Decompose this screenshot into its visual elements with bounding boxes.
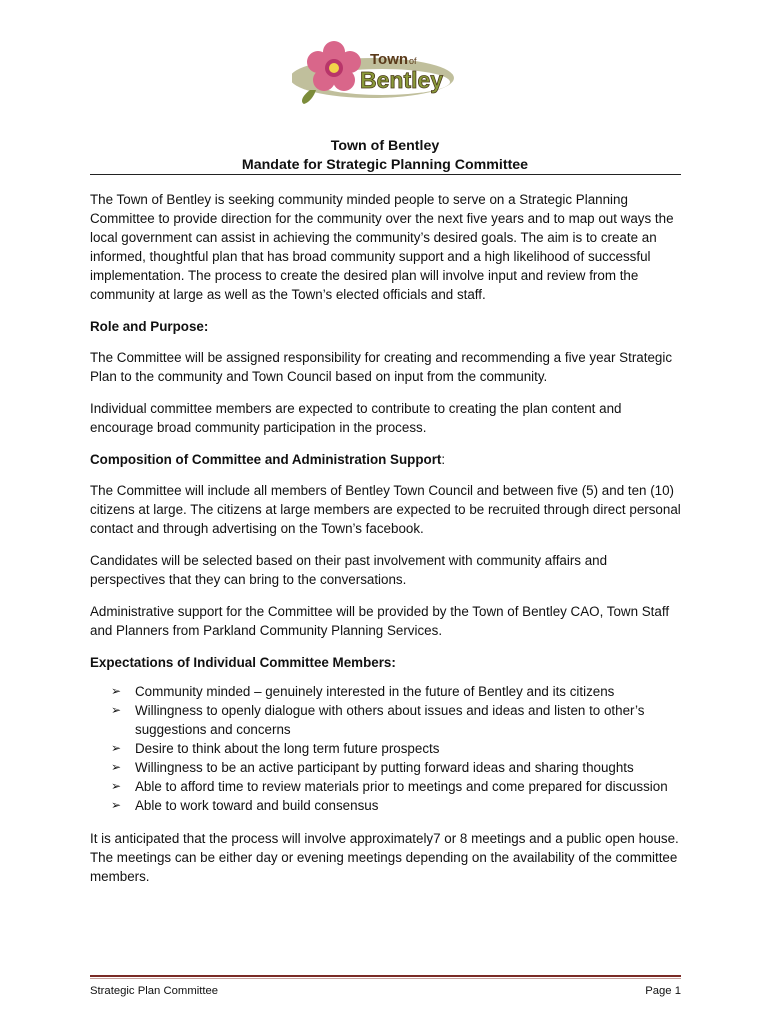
list-item [111,796,685,815]
arrow-bullet-icon: ➢ [111,779,122,793]
composition-heading [90,450,685,469]
list-item-text: Able to work toward and build consensus [135,798,379,813]
composition-heading-text: Composition of Committee and Administration Support [90,452,442,467]
list-item-text: Community minded – genuinely interested in the future of Bentley and its citizens [135,684,615,699]
list-item [111,701,685,739]
composition-paragraph-3: Administrative support for the Committee will be provided by the Town of Bentley CAO, Town Staff and Planners from Parkland Community Planning Services. [90,604,670,638]
list-item [111,682,685,701]
footer-rule-shadow [90,978,681,979]
arrow-bullet-icon: ➢ [111,760,122,774]
logo-word-bentley: Bentley [360,67,444,93]
document-title [90,137,680,174]
title-line-2: Mandate for Strategic Planning Committee [241,156,529,173]
expectations-list [90,682,685,815]
role-heading: Role and Purpose: [90,319,209,334]
title-line-1: Town of Bentley [330,138,440,154]
role-paragraph-2: Individual committee members are expected to contribute to creating the plan content and encourage broad community participation in the process. [90,401,622,435]
list-item-text: Desire to think about the long term future prospects [135,741,440,756]
logo-word-of: of [409,56,417,66]
list-item [111,739,685,758]
list-item [111,758,685,777]
role-paragraph-1: The Committee will be assigned responsibility for creating and recommending a five year Strategic Plan to the community and Town Council based on input from the community. [90,350,673,384]
logo-word-town: Town [370,51,409,68]
footer-rule [90,975,681,977]
list-item [111,777,685,796]
composition-paragraph-2: Candidates will be selected based on their past involvement with community affairs and perspectives that they can bring to the conversations. [90,553,608,587]
title-underline [90,174,681,175]
footer-document-name: Strategic Plan Committee [90,985,219,997]
closing-paragraph: It is anticipated that the process will involve approximately7 or 8 meetings and a public open house. The meetings can be either day or evening meetings depending on the availability of the committee members. [90,831,679,884]
arrow-bullet-icon: ➢ [111,684,122,698]
list-item-text: Willingness to openly dialogue with others about issues and ideas and listen to other’s suggestions and concerns [135,703,645,737]
composition-paragraph-1: The Committee will include all members of Bentley Town Council and between five (5) and ten (10) citizens at large. The citizens at large members are expected to be recruited through direct personal contact and through advertising on the Town’s facebook. [90,483,681,536]
arrow-bullet-icon: ➢ [111,703,122,717]
list-item-text: Willingness to be an active participant by putting forward ideas and sharing thoughts [135,760,634,775]
footer-page-number: Page 1 [645,985,681,997]
arrow-bullet-icon: ➢ [111,798,122,812]
document-body [90,190,685,899]
list-item-text: Able to afford time to review materials prior to meetings and come prepared for discussion [135,779,668,794]
intro-paragraph: The Town of Bentley is seeking community minded people to serve on a Strategic Planning Committee to provide direction for the community over the next five years and to map out ways the local government can assist in achieving the community’s desired goals. The aim is to create an informed, thoughtful plan that has broad community support and a high likelihood of successful implementation. The process to create the desired plan will involve input and review from the community at large as well as the Town’s elected officials and staff. [90,192,674,302]
composition-heading-colon: : [441,452,446,467]
town-of-bentley-logo [292,38,472,108]
arrow-bullet-icon: ➢ [111,741,122,755]
expectations-heading: Expectations of Individual Committee Members: [90,655,396,670]
